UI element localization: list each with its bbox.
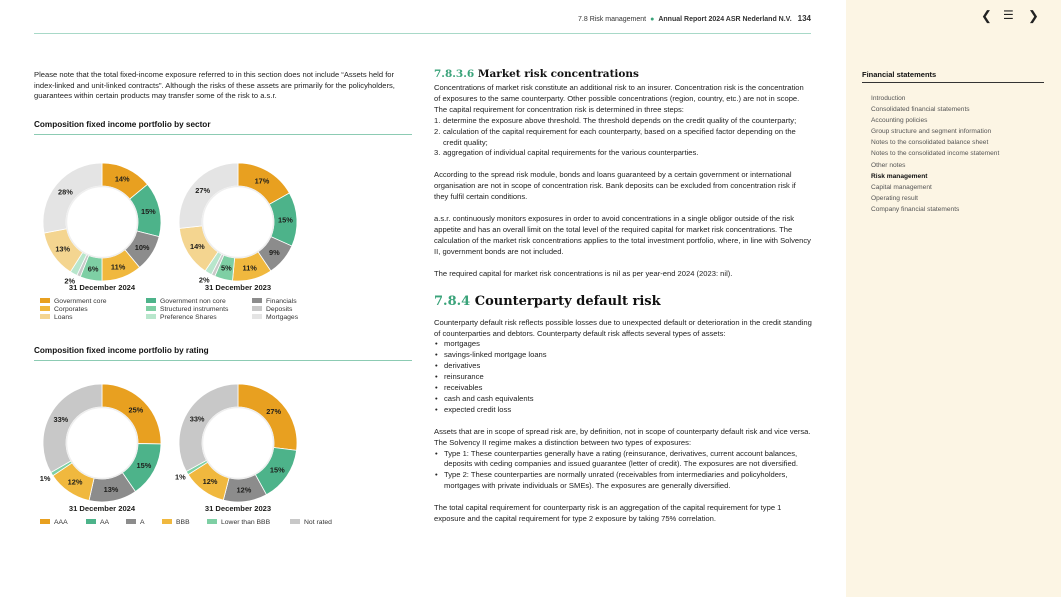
legend-structured-instruments: Structured instruments bbox=[146, 306, 228, 314]
donut-rating-2024 bbox=[40, 384, 161, 513]
sidebar-title[interactable]: Financial statements bbox=[862, 70, 1044, 83]
sidebar-item-consolidated-financial-statements[interactable]: Consolidated financial statements bbox=[871, 106, 970, 114]
donut-data-label: 14% bbox=[189, 242, 205, 252]
list-item: 3. aggregation of individual capital requirements for the various counterparties. bbox=[434, 148, 699, 158]
donut-data-label: 10% bbox=[134, 243, 150, 253]
list-item: • reinsurance bbox=[434, 372, 812, 383]
donut-data-label: 1% bbox=[174, 472, 186, 482]
donut-data-label: 33% bbox=[53, 414, 69, 424]
legend-deposits: Deposits bbox=[252, 306, 292, 314]
legend-not-rated: Not rated bbox=[290, 519, 332, 527]
menu-icon[interactable]: ☰ bbox=[1003, 8, 1014, 22]
donut-data-label: 13% bbox=[103, 485, 119, 495]
chevron-left-icon[interactable]: ❮ bbox=[981, 8, 992, 23]
sidebar-item-risk-management[interactable]: Risk management bbox=[871, 172, 928, 180]
market-risk-p1: Concentrations of market risk constitute an additional risk to an insurer. Concentration risk is the concentration of exposures to the same counterparty. Other possible concentrations (region, country, etc.) are not in scope. The capital requirement for concentration risk is determined in three steps: bbox=[434, 83, 804, 114]
navigation-sidebar bbox=[846, 0, 1061, 597]
sidebar-item-other-notes[interactable]: Other notes bbox=[871, 161, 906, 169]
legend-corporates: Corporates bbox=[40, 306, 88, 314]
market-risk-p3: a.s.r. continuously monitors exposures in order to avoid concentrations in a single obligor outside of the risk appetite and has an overall limit on the total level of the required capital for market risk concentrations. The calculation of the market risk concentrations applies to the total investment portfolio, where, in line with Solvency II, government bonds are not included. bbox=[434, 214, 811, 256]
rating-legend bbox=[40, 519, 370, 529]
donut-sector-2023 bbox=[179, 163, 297, 292]
list-item: • Type 2: These counterparties are normally unrated (receivables from intermediaries and policyholders, mortgages with private individuals or SMEs). The exposures are generally diversified. bbox=[434, 470, 812, 492]
legend-loans: Loans bbox=[40, 314, 73, 322]
list-item: • Type 1: These counterparties generally have a rating (reinsurance, derivatives, current account balances, deposits with ceding companies and issued guarantee (letter of credit). The exposures are not diversified. bbox=[434, 449, 812, 471]
sidebar-item-notes-income-statement[interactable]: Notes to the consolidated income statement bbox=[871, 150, 1000, 158]
donut-data-label: 15% bbox=[136, 461, 152, 471]
donut-rating-2023 bbox=[175, 384, 297, 513]
rating-chart-title: Composition fixed income portfolio by rating bbox=[34, 346, 412, 361]
donut-caption: 31 December 2023 bbox=[204, 504, 272, 513]
legend-preference-shares: Preference Shares bbox=[146, 314, 217, 322]
sidebar-item-operating-result[interactable]: Operating result bbox=[871, 194, 918, 202]
steps-list bbox=[434, 116, 812, 160]
donut-data-label: 25% bbox=[128, 405, 144, 415]
donut-sector-2024 bbox=[43, 163, 161, 292]
sidebar-item-introduction[interactable]: Introduction bbox=[871, 95, 906, 102]
market-risk-p4: The required capital for market risk concentrations is nil as per year-end 2024 (2023: nil). bbox=[434, 268, 733, 278]
legend-lower-than-bbb: Lower than BBB bbox=[207, 519, 270, 527]
header-section: 7.8 Risk management bbox=[578, 16, 647, 23]
donut-hole bbox=[67, 187, 138, 258]
counterparty-heading: 7.8.4 Counterparty default risk bbox=[434, 293, 661, 309]
market-risk-p2: According to the spread risk module, bonds and loans guaranteed by a certain government or international organisation are not in scope of concentration risk. Bank deposits can be excluded from concentration risk if they fulfil certain conditions. bbox=[434, 170, 796, 202]
intro-paragraph: Please note that the total fixed-income exposure referred to in this section does not include “Assets held for index-linked and unit-linked contracts”. Although the risks of these assets are primarily for the policyholders, guarantees within certain products may transfer some of the risk to a.s.r. bbox=[34, 70, 395, 101]
list-item: • mortgages bbox=[434, 339, 812, 350]
donut-data-label: 28% bbox=[58, 187, 73, 197]
list-item: • expected credit loss bbox=[434, 405, 812, 416]
donut-data-label: 33% bbox=[189, 414, 205, 424]
donut-data-label: 11% bbox=[110, 262, 126, 272]
counterparty-p3: The total capital requirement for counterparty risk is an aggregation of the capital requirement for type 1 exposure and the capital requirement for type 2 exposure by taking 75% correlation. bbox=[434, 503, 782, 524]
donut-data-label: 27% bbox=[266, 407, 282, 417]
donut-data-label: 2% bbox=[198, 275, 210, 285]
market-risk-heading: 7.8.3.6 Market risk concentrations bbox=[434, 68, 639, 80]
list-item: • savings-linked mortgage loans bbox=[434, 350, 812, 361]
header-dot-icon: ● bbox=[650, 16, 655, 23]
legend-a: A bbox=[126, 519, 145, 527]
legend-financials: Financials bbox=[252, 298, 297, 306]
donut-data-label: 14% bbox=[114, 174, 130, 184]
donut-data-label: 12% bbox=[67, 477, 83, 487]
legend-aa: AA bbox=[86, 519, 109, 527]
legend-government-non-core: Government non core bbox=[146, 298, 226, 306]
right-column bbox=[434, 68, 812, 525]
sidebar-item-notes-balance-sheet[interactable]: Notes to the consolidated balance sheet bbox=[871, 139, 989, 147]
list-item: • receivables bbox=[434, 383, 812, 394]
list-item: • derivatives bbox=[434, 361, 812, 372]
sidebar-item-company-financial-statements[interactable]: Company financial statements bbox=[871, 205, 960, 213]
page-number: 134 bbox=[797, 14, 811, 23]
donut-data-label: 15% bbox=[269, 465, 285, 475]
donut-caption: 31 December 2023 bbox=[204, 283, 272, 292]
donut-data-label: 11% bbox=[242, 263, 257, 273]
donut-hole bbox=[67, 408, 138, 479]
donut-data-label: 9% bbox=[268, 248, 280, 258]
asset-types-list bbox=[434, 339, 812, 415]
donut-data-label: 13% bbox=[55, 244, 71, 254]
donut-data-label: 15% bbox=[278, 215, 293, 225]
sector-legend bbox=[40, 298, 340, 322]
donut-data-label: 27% bbox=[195, 185, 211, 195]
donut-hole bbox=[203, 408, 274, 479]
sidebar-item-capital-management[interactable]: Capital management bbox=[871, 183, 932, 191]
sidebar-menu bbox=[871, 93, 999, 215]
sidebar-item-group-structure[interactable]: Group structure and segment information bbox=[871, 128, 992, 136]
donut-data-label: 6% bbox=[87, 264, 99, 274]
sector-chart-title: Composition fixed income portfolio by sector bbox=[34, 120, 412, 135]
legend-government-core: Government core bbox=[40, 298, 107, 306]
donut-hole bbox=[203, 187, 274, 258]
donut-data-label: 1% bbox=[39, 473, 51, 483]
counterparty-p2: Assets that are in scope of spread risk are, by definition, not in scope of counterparty default risk and vice versa. The Solvency II regime makes a distinction between two types of exposures: bbox=[434, 426, 811, 447]
donut-data-label: 17% bbox=[254, 176, 270, 186]
donut-data-label: 12% bbox=[202, 477, 218, 487]
legend-mortgages: Mortgages bbox=[252, 314, 298, 322]
list-item: 1. determine the exposure above threshold. The threshold depends on the credit quality of the counterparty; bbox=[434, 115, 797, 125]
donut-data-label: 15% bbox=[140, 207, 156, 217]
legend-bbb: BBB bbox=[162, 519, 190, 527]
sidebar-item-accounting-policies[interactable]: Accounting policies bbox=[871, 117, 928, 125]
donut-caption: 31 December 2024 bbox=[68, 504, 136, 513]
donut-data-label: 5% bbox=[220, 263, 232, 273]
header-report: Annual Report 2024 ASR Nederland N.V. bbox=[658, 16, 792, 23]
donut-caption: 31 December 2024 bbox=[68, 283, 136, 292]
counterparty-p1: Counterparty default risk reflects possible losses due to unexpected default or deterioration in the credit standing of counterparties and debtors. Counterparty default risk affects several types of assets: bbox=[434, 317, 812, 338]
legend-aaa: AAA bbox=[40, 519, 68, 527]
nav-controls bbox=[981, 8, 1041, 24]
exposure-types-list bbox=[434, 449, 812, 493]
list-item: • cash and cash equivalents bbox=[434, 394, 812, 405]
donut-data-label: 12% bbox=[236, 485, 252, 495]
chevron-right-icon[interactable]: ❯ bbox=[1028, 8, 1039, 23]
donut-data-label: 2% bbox=[64, 276, 76, 286]
list-item: 2. calculation of the capital requirement for each counterparty, based on a specified factor depending on the credit quality; bbox=[434, 126, 796, 147]
